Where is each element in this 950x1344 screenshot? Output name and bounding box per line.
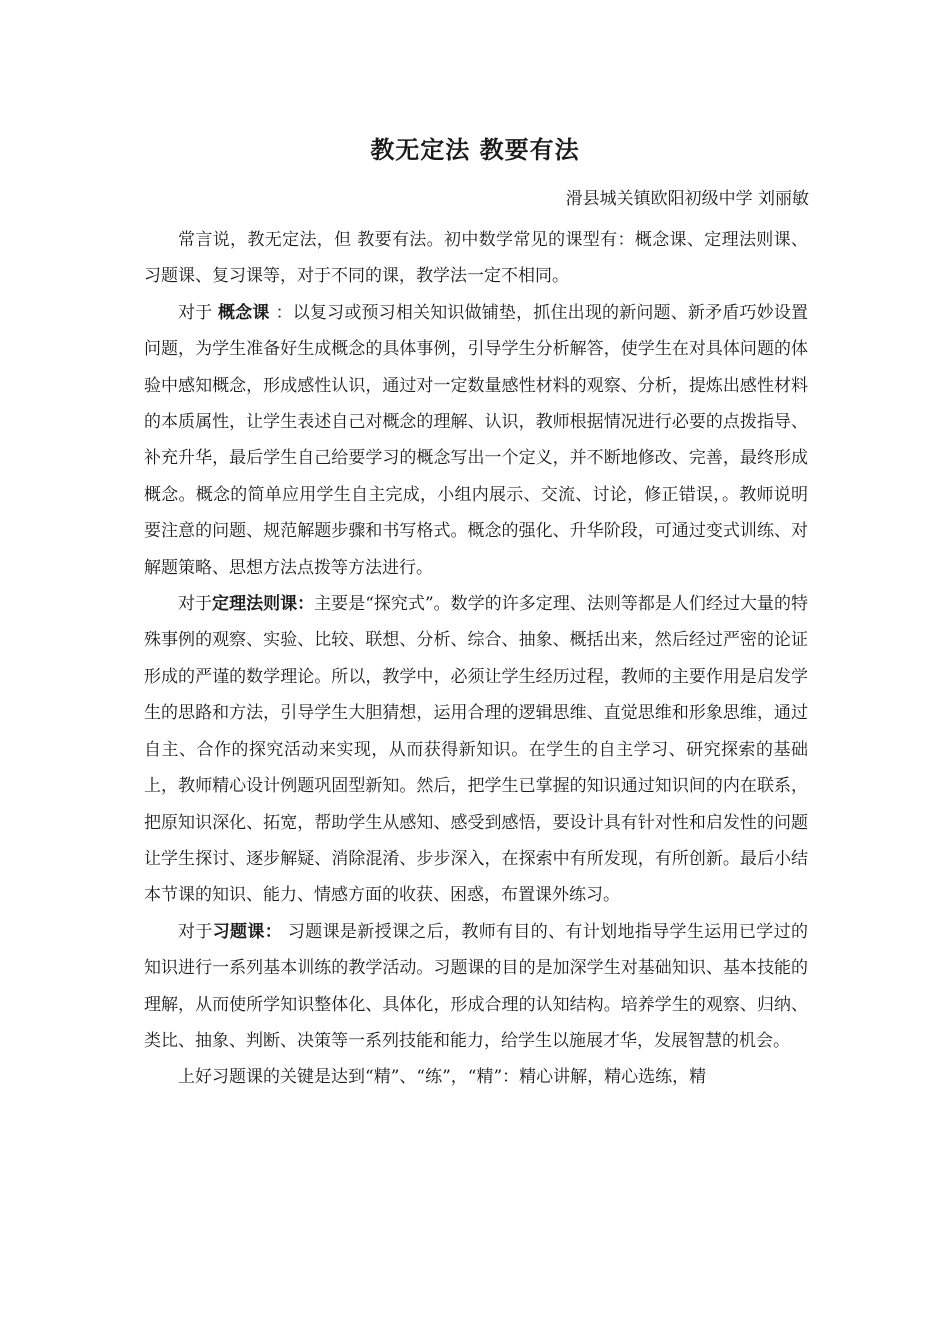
paragraph-concept-lesson: [144, 295, 808, 586]
exercise-lesson-heading: 习题课：: [212, 921, 283, 942]
paragraph-prefix: 对于: [178, 594, 213, 615]
theorem-lesson-heading: 定理法则课：: [212, 594, 315, 615]
paragraph-text: 主要是“探究式”。数学的许多定理、法则等都是人们经过大量的特殊事例的观察、实验、比较、联想、分析、综合、抽象、概括出来，然后经过严密的论证形成的严谨的数学理论。所以，教学中，必须让学生经历过程，教师的主要作用是启发学生的思路和方法，引导学生大胆猜想，运用合理的逻辑思维、直觉思维和形象思维，通过自主、合作的探究活动来实现，从而获得新知识。在学生的自主学习、研究探索的基础上，教师精心设计例题巩固型新知。然后，把学生已掌握的知识通过知识间的内在联系，把原知识深化、拓宽，帮助学生从感知、感受到感悟，要设计具有针对性和启发性的问题让学生探讨、逐步解疑、消除混淆、步步深入，在探索中有所发现，有所创新。最后小结本节课的知识、能力、情感方面的收获、困惑，布置课外练习。: [144, 594, 809, 906]
document-author: 滑县城关镇欧阳初级中学 刘丽敏: [565, 189, 809, 209]
concept-lesson-heading: 概念课: [217, 302, 276, 323]
paragraph-exercise-key: 上好习题课的关键是达到“精”、“练”，“精”：精心讲解，精心选练，精: [178, 1067, 707, 1088]
paragraph-theorem-lesson: [144, 586, 808, 914]
paragraph-text: 习题课是新授课之后，教师有目的、有计划地指导学生运用已学过的知识进行一系列基本训练的教学活动。习题课的目的是加深学生对基础知识、基本技能的理解，从而使所学知识整体化、具体化，形成合理的认知结构。培养学生的观察、归纳、类比、抽象、判断、决策等一系列技能和能力，给学生以施展才华，发展智慧的机会。: [144, 921, 809, 1051]
paragraph-prefix: 对于: [178, 921, 213, 942]
paragraph-prefix: 对于: [178, 302, 218, 323]
document-body: [144, 222, 808, 1096]
paragraph-exercise-lesson: [144, 914, 808, 1060]
paragraph-intro: 常言说，教无定法，但 教要有法。初中数学常见的课型有：概念课、定理法则课、习题课、复习课等，对于不同的课，教学法一定不相同。: [144, 230, 808, 287]
paragraph-text: ：以复习或预习相关知识做铺垫，抓住出现的新问题、新矛盾巧妙设置问题，为学生准备好生成概念的具体事例，引导学生分析解答，使学生在对具体问题的体验中感知概念，形成感性认识，通过对一定数量感性材料的观察、分析，提炼出感性材料的本质属性，让学生表述自己对概念的理解、认识，教师根据情况进行必要的点拨指导、补充升华，最后学生自己给要学习的概念写出一个定义，并不断地修改、完善，最终形成概念。概念的简单应用学生自主完成，小组内展示、交流、讨论，修正错误，。教师说明要注意的问题、规范解题步骤和书写格式。概念的强化、升华阶段，可通过变式训练、对解题策略、思想方法点拨等方法进行。: [144, 302, 809, 578]
document-title: 教无定法 教要有法: [370, 135, 580, 164]
